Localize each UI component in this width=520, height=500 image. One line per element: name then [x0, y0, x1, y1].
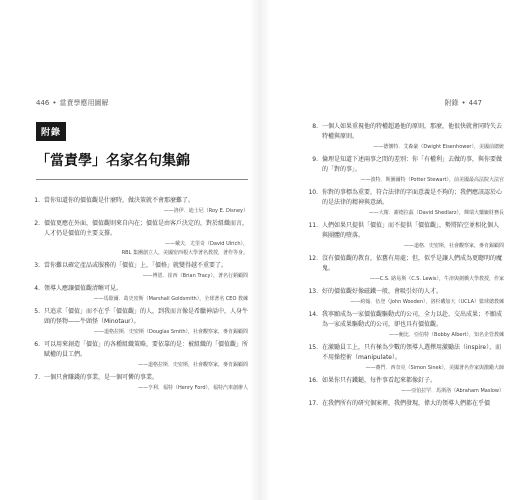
quote-text: 只追求「價值」而不在乎「價值觀」的人，到我而言像是希臘神話中，人身牛頭的怪物——牛頭怪（Minotaur）。 — [44, 308, 249, 325]
quote-body — [44, 373, 248, 392]
quote-attribution: ——洛伊．迪士尼（Roy E. Disney） — [163, 208, 248, 214]
quote-item — [26, 219, 248, 257]
left-page-number: 446 — [36, 99, 50, 107]
quote-attribution: ——亨利．福特（Henry Ford），福特汽車創辦人 — [137, 385, 248, 391]
quote-attribution: ——C.S. 路易斯（C.S. Lewis），牛津與劍橋大學教授，作家 — [369, 276, 504, 282]
quote-text: 沒有價值觀的教育，依舊有用處；但，似乎是讓人們成為更聰明的魔鬼。 — [322, 255, 503, 272]
quote-item — [304, 376, 504, 395]
right-section-label: 附錄 — [444, 99, 459, 107]
quote-number: 7. — [34, 374, 40, 381]
quote-text: 在激勵員工上，只有極為少數的領導人選擇用激勵法（inspire），而不用操控術（manipulate）。 — [322, 344, 502, 361]
quote-attribution: ——道格拉斯．史密斯，社會觀察家，麥肯錫顧問 — [137, 362, 248, 368]
quote-attribution: ——亞伯拉罕．馬斯洛（Abraham Maslow） — [401, 388, 504, 394]
quote-text: 人們如果只提供「價值」而不提供「價值觀」，勢將陷空並相化個人與團體的墮落。 — [322, 222, 500, 239]
quote-text: 在我們所有的研究個案裡，我們發現，偉大的領導人們都在乎價 — [322, 400, 491, 407]
quote-body — [44, 340, 248, 369]
quote-number: 16. — [308, 377, 318, 384]
quote-attribution: ——大衛．謝德拉茲（David Shedlarz），輝瑞大藥廠財務長 — [368, 210, 504, 216]
quote-body — [322, 254, 504, 283]
appendix-tag: 附錄 — [36, 122, 66, 141]
quote-item — [304, 343, 504, 372]
quote-body — [322, 122, 504, 151]
quote-item — [26, 196, 248, 215]
quote-number: 12. — [308, 255, 318, 262]
quote-number: 10. — [308, 189, 318, 196]
quote-item — [304, 310, 504, 339]
quote-attribution: ——道格拉斯．史密斯（Douglas Smith），社會觀察家，麥肯錫顧問 — [94, 329, 248, 335]
quote-body — [322, 221, 504, 250]
quote-number: 9. — [312, 156, 318, 163]
quote-number: 13. — [308, 288, 318, 295]
quote-text: 我寧願成為一家價值觀驅動式的公司，全力以赴、交出成果；不願成為一家成果驅動式的公司，卻也具有價值觀。 — [322, 311, 503, 328]
quote-item — [304, 221, 504, 250]
quote-text: 當你難以確定產品或服務的「價值」上，「價格」就變得越不重要了。 — [44, 262, 228, 269]
quote-text: 一個只會賺錢的事業，是一個可憐的事業。 — [44, 374, 159, 381]
quote-item — [26, 307, 248, 336]
quote-item — [26, 261, 248, 280]
quote-body — [44, 196, 248, 215]
quote-number: 8. — [312, 123, 318, 130]
quote-number: 11. — [308, 222, 318, 229]
title-rule — [36, 179, 248, 180]
quote-text: 一個人如果重視他的特權超過他的原則，那麼，他很快就會同時失去特權與原則。 — [322, 123, 503, 140]
quote-attribution: ——鮑比．亞伯特（Bobby Albert），知名企管教練 — [389, 332, 504, 338]
quote-body — [322, 188, 504, 217]
quote-item — [26, 373, 248, 392]
quote-attribution: ——約翰．伍登（John Wooden），洛杉磯加大（UCLA）籃球總教練 — [350, 299, 504, 305]
quote-body — [322, 287, 504, 306]
quote-attribution: ——馬歇爾．葛史密斯（Marshall Goldsmith），全球著名 CEO 教練 — [93, 296, 248, 302]
quote-number: 15. — [308, 344, 318, 351]
quote-item — [304, 254, 504, 283]
separator-dot: • — [52, 99, 57, 107]
quote-body — [322, 310, 504, 339]
quote-item — [26, 284, 248, 303]
quote-body — [322, 155, 504, 184]
left-quote-list — [26, 196, 248, 396]
quote-attribution: ——道格．史密斯，社會觀察家，麥肯錫顧問 — [403, 243, 504, 249]
quote-item — [26, 340, 248, 369]
quote-item — [304, 287, 504, 306]
quote-text: 你對的事標為重要，符合法律的字面意義是不夠的；我們應該認於心的是法律的精神與意涵。 — [322, 189, 503, 206]
quote-text: 好的價值觀好像磁鐵一般，會吸引好的人才。 — [322, 288, 443, 295]
quote-number: 5. — [34, 308, 40, 315]
right-running-head — [444, 98, 482, 108]
quote-text: 價值更應在外面，價值觀則來自內在；價值是由客戶決定的，對於組織而言，人才仍是價值的主要支撐。 — [44, 220, 249, 237]
quote-number: 3. — [34, 262, 40, 269]
quote-number: 1. — [34, 197, 40, 204]
right-page — [260, 0, 520, 500]
quote-attribution: ——戴夫．尤里奇（David Ulrich）， — [165, 241, 248, 247]
quote-attribution: ——博恩．崔西（Brian Tracy），著名行銷顧問 — [142, 273, 248, 279]
quote-body — [322, 343, 504, 372]
quote-body — [322, 399, 504, 409]
quote-item — [304, 155, 504, 184]
quote-item — [304, 122, 504, 151]
quote-text: 可以用來創造「價值」的各種組織策略，要依靠的是：被組織的「價值觀」所賦權的員工們。 — [44, 341, 249, 358]
quote-number: 2. — [34, 220, 40, 227]
quote-number: 4. — [34, 285, 40, 292]
quote-attribution: ——波特．斯圖爾特（Potter Stewart），前美國最高法院大法官 — [360, 177, 504, 183]
quote-body — [44, 261, 248, 280]
separator-dot: • — [461, 99, 466, 107]
left-running-head — [36, 98, 109, 108]
quote-body — [44, 284, 248, 303]
quote-number: 14. — [308, 311, 318, 318]
quote-body — [44, 219, 248, 257]
quote-text: 倫理是知道下述兩事之間的差別：你「有權利」去做的事，與你要做的「對的事」。 — [322, 156, 503, 173]
quote-number: 17. — [308, 400, 318, 407]
quote-text: 領導人應讓價值觀清晰可見。 — [44, 285, 123, 292]
right-quote-list — [304, 122, 504, 413]
quote-body — [322, 376, 504, 395]
right-page-number: 447 — [468, 99, 482, 107]
quote-attribution: ——賽門．西奈克（Simon Sinek），美國著名作家與激勵大師 — [365, 365, 504, 371]
quote-item — [304, 188, 504, 217]
quote-body — [44, 307, 248, 336]
book-title: 當責學應用圖解 — [59, 99, 109, 107]
quote-text: 當你知道你的價值觀是什麼時，做決策就不會那麼難了。 — [44, 197, 195, 204]
quote-text: 如果你只有鐵鎚，每件事看起來都像釘子。 — [322, 377, 437, 384]
quote-attribution: RBL 集團創立人，美國密西根大學著名教授，著作等身。 — [121, 250, 248, 256]
quote-attribution: ——德懷特．艾森豪（Dwight Eisenhower），美國前總統 — [373, 144, 504, 150]
section-title: 「當責學」名家名句集錦 — [36, 153, 190, 169]
quote-item — [304, 399, 504, 409]
quote-number: 6. — [34, 341, 40, 348]
